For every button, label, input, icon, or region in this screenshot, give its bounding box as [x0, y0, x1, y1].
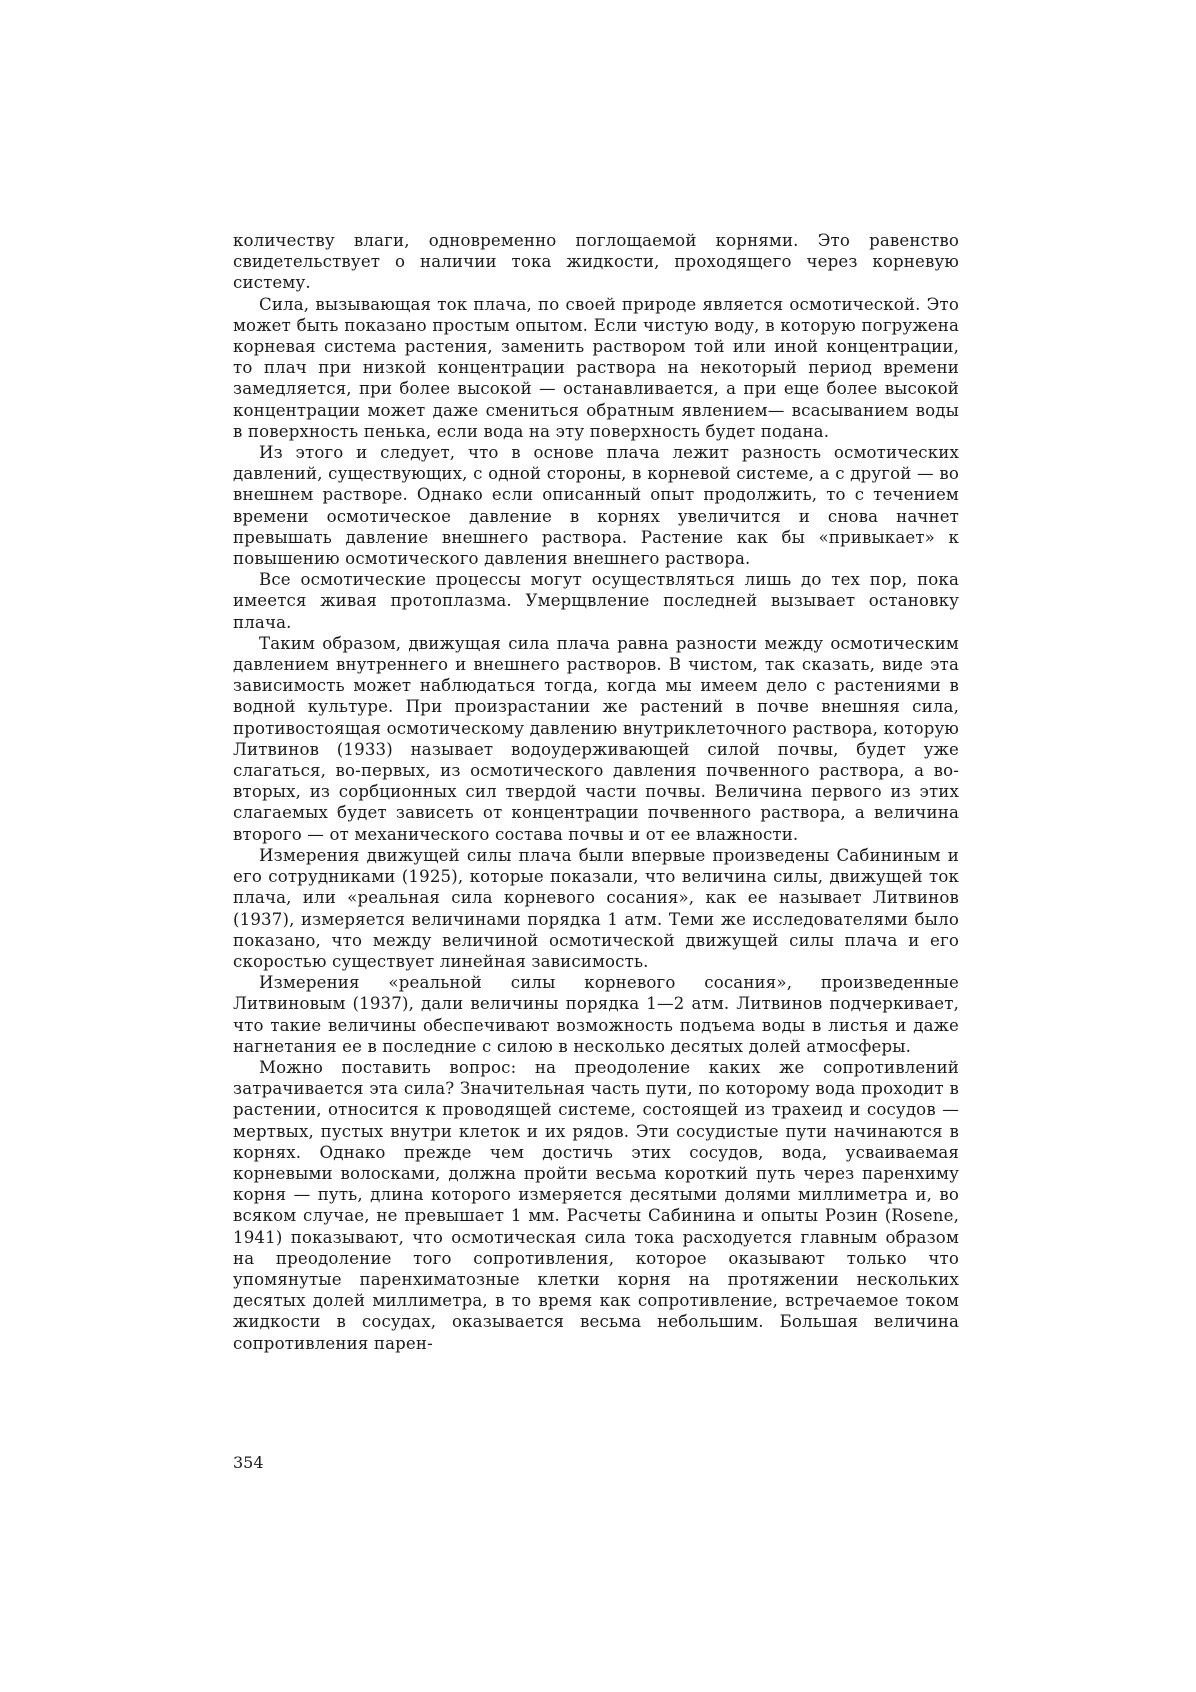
paragraph-3: Из этого и следует, что в основе плача лежит разность осмотических давлений, существующих, с одной стороны, в корневой системе, а с другой — во внешнем растворе. Однако если описанный опыт продолжить, то с течением времени осмотическое давление в корнях увеличится и снова начнет превышать давление внешнего раствора. Растение как бы «привыкает» к повышению осмотического давления внешнего раствора.	[233, 443, 959, 569]
paragraph-4: Все осмотические процессы могут осуществляться лишь до тех пор, пока имеется живая протоплазма. Умерщвление последней вызывает остановку плача.	[233, 570, 959, 632]
page-number: 354	[233, 1453, 264, 1472]
paragraph-6: Измерения движущей силы плача были впервые произведены Сабининым и его сотрудниками (1925), которые показали, что величина силы, движущей ток плача, или «реальная сила корневого сосания», как ее называет Литвинов (1937), измеряется величинами порядка 1 атм. Теми же исследователями было показано, что между величиной осмотической движущей силы плача и его скоростью существует линейная зависимость.	[233, 845, 959, 971]
paragraph-2: Сила, вызывающая ток плача, по своей природе является осмотической. Это может быть показано простым опытом. Если чистую воду, в которую погружена корневая система растения, заменить раствором той или иной концентрации, то плач при низкой концентрации раствора на некоторый период времени замедляется, при более высокой — останавливается, а при еще более высокой концентрации может даже смениться обратным явлением— всасыванием воды в поверхность пенька, если вода на эту поверхность будет подана.	[233, 294, 959, 441]
paragraph-1: количеству влаги, одновременно поглощаемой корнями. Это равенство свидетельствует о наличии тока жидкости, проходящего через корневую систему.	[233, 231, 959, 293]
paragraph-7: Измерения «реальной силы корневого сосания», произведенные Литвиновым (1937), дали величины порядка 1—2 атм. Литвинов подчеркивает, что такие величины обеспечивают возможность подъема воды в листья и даже нагнетания ее в последние с силою в несколько десятых долей атмосферы.	[233, 973, 959, 1056]
paragraph-8: Можно поставить вопрос: на преодоление каких же сопротивлений затрачивается эта сила? Значительная часть пути, по которому вода проходит в растении, относится к проводящей системе, состоящей из трахеид и сосудов — мертвых, пустых внутри клеток и их рядов. Эти сосудистые пути начинаются в корнях. Однако прежде чем достичь этих сосудов, вода, усваиваемая корневыми волосками, должна пройти весьма короткий путь через паренхиму корня — путь, длина которого измеряется десятыми долями миллиметра и, во всяком случае, не превышает 1 мм. Расчеты Сабинина и опыты Розин (Rosene, 1941) показывают, что осмотическая сила тока расходуется главным образом на преодоление того сопротивления, которое оказывают только что упомянутые паренхиматозные клетки корня на протяжении нескольких десятых долей миллиметра, в то время как сопротивление, встречаемое током жидкости в сосудах, оказывается весьма небольшим. Большая величина сопротивления парен-	[233, 1057, 959, 1353]
page-body	[233, 230, 959, 1354]
paragraph-5: Таким образом, движущая сила плача равна разности между осмотическим давлением внутреннего и внешнего растворов. В чистом, так сказать, виде эта зависимость может наблюдаться тогда, когда мы имеем дело с растениями в водной культуре. При произрастании же растений в почве внешняя сила, противостоящая осмотическому давлению внутриклеточного раствора, которую Литвинов (1933) называет водоудерживающей силой почвы, будет уже слагаться, во-первых, из осмотического давления почвенного раствора, а во-вторых, из сорбционных сил твердой части почвы. Величина первого из этих слагаемых будет зависеть от концентрации почвенного раствора, а величина второго — от механического состава почвы и от ее влажности.	[233, 633, 959, 844]
